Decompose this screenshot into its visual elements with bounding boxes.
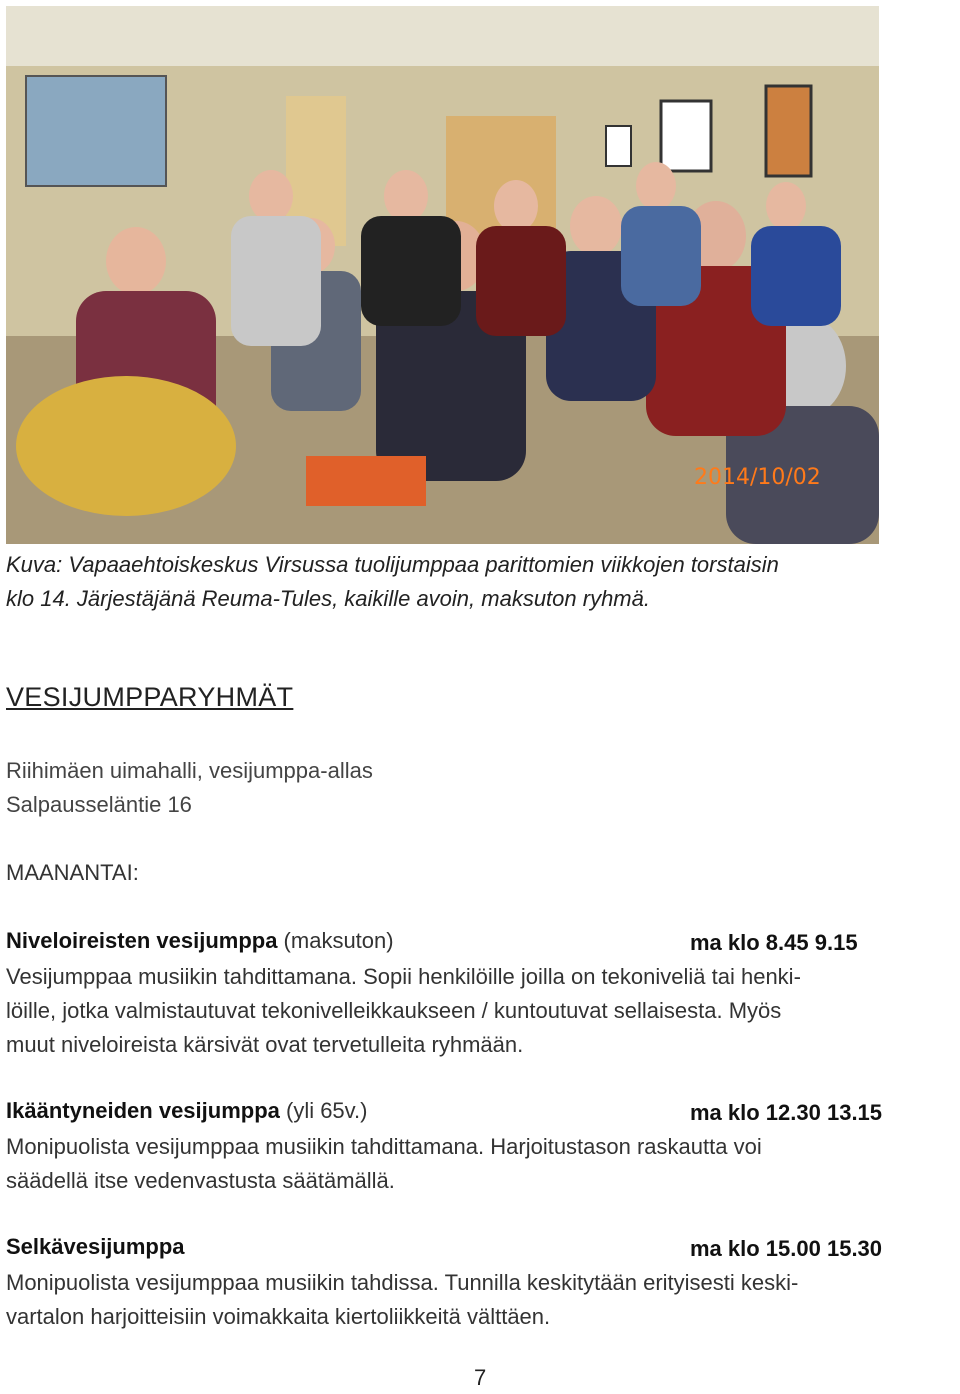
- group-time: ma klo 8.45 9.15: [690, 930, 858, 955]
- section-title: VESIJUMPPARYHMÄT: [6, 682, 294, 712]
- page-number: 7: [474, 1365, 487, 1390]
- description-line: Monipuolista vesijumppaa musiikin tahdissa. Tunnilla keskitytään erityisesti keski-: [6, 1270, 799, 1295]
- group-description: [6, 960, 958, 1062]
- group-name: Niveloireisten vesijumppa: [6, 928, 278, 953]
- location-line: Riihimäen uimahalli, vesijumppa-allas: [6, 758, 373, 783]
- photo-caption: [6, 548, 946, 616]
- group-title: [6, 1232, 185, 1262]
- photo: [6, 6, 879, 544]
- description-line: säädellä itse vedenvastusta säätämällä.: [6, 1168, 395, 1193]
- caption-line: klo 14. Järjestäjänä Reuma-Tules, kaikille avoin, maksuton ryhmä.: [6, 586, 650, 611]
- description-line: löille, jotka valmistautuvat tekonivelleikkaukseen / kuntoutuvat sellaisesta. Myös: [6, 998, 782, 1023]
- caption-line: Kuva: Vapaaehtoiskeskus Virsussa tuolijumppaa parittomien viikkojen torstaisin: [6, 552, 779, 577]
- photo-image: [6, 6, 879, 544]
- group-time: ma klo 12.30 13.15: [690, 1100, 883, 1125]
- group-note: (yli 65v.): [279, 1098, 368, 1123]
- group-description: [6, 1130, 958, 1198]
- group-name: Ikääntyneiden vesijumppa: [6, 1098, 280, 1123]
- address-line: Salpausseläntie 16: [6, 792, 192, 817]
- group-title: [6, 1096, 367, 1126]
- group-description: [6, 1266, 958, 1334]
- description-line: Monipuolista vesijumppaa musiikin tahdittamana. Harjoitustason raskautta voi: [6, 1134, 762, 1159]
- group-note: (maksuton): [277, 928, 394, 953]
- description-line: Vesijumppaa musiikin tahdittamana. Sopii henkilöille joilla on tekoniveliä tai henki-: [6, 964, 801, 989]
- description-line: vartalon harjoitteisiin voimakkaita kiertoliikkeitä välttäen.: [6, 1304, 551, 1329]
- group-name: Selkävesijumppa: [6, 1234, 185, 1259]
- group-title: [6, 926, 394, 956]
- photo-date-stamp: 2014/10/02: [694, 465, 821, 490]
- description-line: muut niveloireista kärsivät ovat tervetulleita ryhmään.: [6, 1032, 524, 1057]
- group-time: ma klo 15.00 15.30: [690, 1236, 883, 1261]
- day-label: MAANANTAI:: [6, 860, 139, 885]
